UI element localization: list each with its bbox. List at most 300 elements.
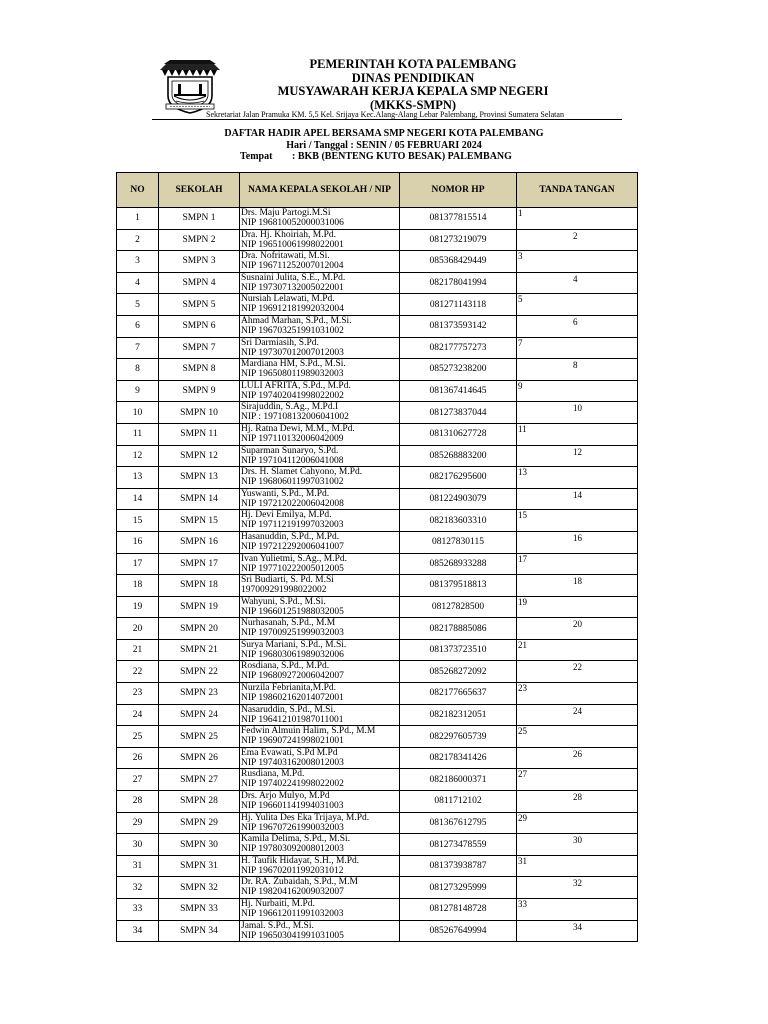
phone-number: 082178041994 [400,272,517,294]
principal-nip: NIP 197009251999032003 [241,628,344,639]
principal-name: Surya Mariani, S.Pd., M.Si. [241,639,347,650]
phone-number: 082176295600 [400,467,517,489]
principal-cell [240,423,400,445]
document-title [0,128,768,152]
row-number: 2 [117,229,159,251]
school-name: SMPN 17 [159,553,240,575]
principal-name: Nurhasanah, S.Pd., M.M [241,618,336,629]
principal-name: LULI AFRITA, S.Pd., M.Pd. [241,380,351,391]
row-number: 22 [117,661,159,683]
principal-name: H. Taufik Hidayat, S.H., M.Pd. [241,855,360,866]
phone-number: 082182312051 [400,704,517,726]
principal-nip: NIP 197803092008012003 [241,844,344,855]
place-label: Tempat [240,151,273,162]
principal-cell [240,380,400,402]
principal-nip: NIP 197112191997032003 [241,520,344,531]
signature-cell[interactable] [517,899,638,921]
phone-number: 085368429449 [400,251,517,273]
signature-number: 33 [518,899,527,909]
signature-number: 23 [518,683,527,694]
signature-cell[interactable] [517,553,638,575]
principal-cell [240,704,400,726]
table-row [117,423,638,445]
table-row [117,726,638,748]
school-name: SMPN 14 [159,488,240,510]
principal-nip: NIP 198602162014072001 [241,693,344,704]
row-number: 3 [117,251,159,273]
row-number: 15 [117,510,159,532]
signature-number: 28 [573,792,582,803]
row-number: 18 [117,575,159,597]
principal-nip: NIP 197110132006042009 [241,433,344,444]
school-name: SMPN 9 [159,380,240,402]
school-name: SMPN 31 [159,855,240,877]
phone-number: 085273238200 [400,359,517,381]
principal-cell [240,315,400,337]
phone-number: 081310627728 [400,423,517,445]
letterhead-government: PEMERINTAH KOTA PALEMBANG [309,57,517,71]
phone-number: 081278148728 [400,899,517,921]
principal-name: Ahmad Marhan, S.Pd., M.Si. [241,315,352,326]
signature-cell[interactable] [517,920,638,942]
signature-cell[interactable] [517,834,638,856]
principal-nip: 197009291998022002 [241,585,327,596]
table-row [117,575,638,597]
letterhead-abbreviation: (MKKS-SMPN) [369,97,457,112]
principal-name: Suparman Sunaryo, S.Pd. [241,445,339,456]
table-row [117,488,638,510]
signature-cell[interactable] [517,747,638,769]
row-number: 1 [117,208,159,230]
table-row [117,445,638,467]
signature-number: 9 [518,380,523,391]
school-name: SMPN 33 [159,899,240,921]
letterhead-text [262,58,564,112]
table-row [117,380,638,402]
school-name: SMPN 23 [159,683,240,705]
principal-cell [240,726,400,748]
signature-cell[interactable] [517,229,638,251]
phone-number: 081379518813 [400,575,517,597]
row-number: 27 [117,769,159,791]
school-name: SMPN 30 [159,834,240,856]
signature-cell[interactable] [517,812,638,834]
principal-name: Hj. Yulita Des Eka Trijaya, M.Pd. [241,812,370,823]
signature-cell[interactable] [517,683,638,705]
signature-number: 19 [518,596,527,607]
principal-cell [240,834,400,856]
principal-nip: NIP : 197108132006041002 [241,412,349,423]
table-row [117,704,638,726]
signature-cell[interactable] [517,704,638,726]
row-number: 26 [117,747,159,769]
phone-number: 082178885086 [400,618,517,640]
principal-name: Drs. H. Slamet Cahyono, M.Pd. [241,467,363,478]
phone-number: 081224903079 [400,488,517,510]
principal-name: Jamal. S.Pd., M.Si. [241,920,314,931]
table-row [117,531,638,553]
signature-cell[interactable] [517,575,638,597]
phone-number: 085268272092 [400,661,517,683]
signature-number: 1 [518,208,523,218]
palembang-city-crest-icon [158,60,222,114]
school-name: SMPN 15 [159,510,240,532]
table-row [117,747,638,769]
school-name: SMPN 8 [159,359,240,381]
row-number: 21 [117,639,159,661]
school-name: SMPN 2 [159,229,240,251]
phone-number: 081367414645 [400,380,517,402]
school-name: SMPN 4 [159,272,240,294]
principal-cell [240,337,400,359]
principal-name: Sri Darmiasih, S.Pd. [241,337,319,348]
row-number: 23 [117,683,159,705]
school-name: SMPN 27 [159,769,240,791]
principal-cell [240,488,400,510]
signature-cell[interactable] [517,639,638,661]
signature-cell[interactable] [517,359,638,381]
row-number: 13 [117,467,159,489]
signature-cell[interactable] [517,423,638,445]
phone-number: 08127830115 [400,531,517,553]
row-number: 20 [117,618,159,640]
signature-cell[interactable] [517,661,638,683]
signature-number: 20 [573,619,582,630]
phone-number: 082297605739 [400,726,517,748]
school-name: SMPN 34 [159,920,240,942]
signature-cell[interactable] [517,208,638,230]
principal-nip: NIP 197307132005022001 [241,282,344,293]
principal-cell [240,467,400,489]
signature-number: 2 [573,230,578,241]
school-name: SMPN 3 [159,251,240,273]
table-row [117,294,638,316]
principal-name: Hasanuddin, S.Pd., M.Pd. [241,531,340,542]
principal-cell [240,553,400,575]
signature-number: 8 [573,360,578,371]
principal-cell [240,920,400,942]
phone-number: 0811712102 [400,791,517,813]
table-row [117,467,638,489]
signature-number: 5 [518,294,523,305]
signature-number: 24 [573,705,582,716]
letterhead-address: Sekretariat Jalan Pramuka KM. 5,5 Kel. Srijaya Kec.Alang-Alang Lebar Palembang, Provinsi Sumatera Selatan [206,110,564,119]
principal-name: Dra. Hj. Khoiriah, M.Pd. [241,229,336,240]
table-row [117,920,638,942]
principal-nip: NIP 196702011992031012 [241,865,344,876]
table-row [117,510,638,532]
row-number: 31 [117,855,159,877]
signature-number: 11 [518,423,527,434]
signature-number: 3 [518,251,523,262]
table-row [117,315,638,337]
school-name: SMPN 12 [159,445,240,467]
table-row [117,639,638,661]
principal-cell [240,855,400,877]
signature-cell[interactable] [517,726,638,748]
principal-cell [240,445,400,467]
principal-name: Hj. Nurbaiti, M.Pd. [241,899,315,909]
principal-cell [240,208,400,230]
row-number: 29 [117,812,159,834]
phone-number: 082177757273 [400,337,517,359]
table-header-row [117,173,638,208]
principal-nip: NIP 196510061998022001 [241,239,344,250]
principal-nip: NIP 197212022006042008 [241,498,344,509]
principal-nip: NIP 196412101987011001 [241,714,344,725]
row-number: 30 [117,834,159,856]
principal-name: Rosdiana, S.Pd., M.Pd. [241,661,330,672]
principal-nip: NIP 196912181992032004 [241,304,344,315]
signature-number: 21 [518,639,527,650]
principal-nip: NIP 197212292006041007 [241,541,344,552]
principal-nip: NIP 196508011989032003 [241,369,344,380]
principal-nip: NIP 196601251988032005 [241,606,344,617]
principal-cell [240,812,400,834]
phone-number: 081273295999 [400,877,517,899]
signature-cell[interactable] [517,618,638,640]
principal-nip: NIP 196503041991031005 [241,930,344,941]
school-name: SMPN 29 [159,812,240,834]
signature-cell[interactable] [517,791,638,813]
principal-name: Ema Evawati, S.Pd M.Pd [241,747,338,758]
school-name: SMPN 10 [159,402,240,424]
principal-name: Drs. Maju Partogi.M.Si [241,208,331,218]
principal-cell [240,683,400,705]
principal-name: Dr. RA. Zubaidah, S.Pd., M.M [241,877,358,888]
phone-number: 081273219079 [400,229,517,251]
table-row [117,251,638,273]
signature-number: 16 [573,532,582,543]
row-number: 28 [117,791,159,813]
column-header-signature: TANDA TANGAN [517,173,638,208]
principal-cell [240,596,400,618]
table-row [117,791,638,813]
row-number: 32 [117,877,159,899]
column-header-phone: NOMOR HP [400,173,517,208]
school-name: SMPN 20 [159,618,240,640]
column-header-school: SEKOLAH [159,173,240,208]
principal-name: Yuswanti, S.Pd., M.Pd. [241,488,330,499]
principal-cell [240,251,400,273]
principal-name: Nasaruddin, S.Pd., M.Si. [241,704,336,715]
principal-cell [240,661,400,683]
school-name: SMPN 25 [159,726,240,748]
school-name: SMPN 11 [159,423,240,445]
signature-cell[interactable] [517,877,638,899]
row-number: 10 [117,402,159,424]
date-line: Hari / Tanggal : SENIN / 05 FEBRUARI 2024 [286,140,482,151]
row-number: 17 [117,553,159,575]
principal-nip: NIP 196810052000031006 [241,218,344,228]
signature-number: 13 [518,467,527,478]
attendance-table [116,172,638,942]
phone-number: 081271143118 [400,294,517,316]
table-row [117,899,638,921]
table-body [117,208,638,942]
school-name: SMPN 24 [159,704,240,726]
principal-nip: NIP 197710222005012005 [241,563,344,574]
signature-cell[interactable] [517,488,638,510]
letterhead-organization: MUSYAWARAH KERJA KEPALA SMP NEGERI [277,84,549,98]
signature-number: 17 [518,553,527,564]
row-number: 12 [117,445,159,467]
signature-number: 10 [573,403,582,414]
principal-name: Hj. Devi Emilya, M.Pd. [241,510,332,521]
principal-nip: NIP 197402241998022002 [241,779,344,790]
principal-name: Nursiah Lelawati, M.Pd. [241,294,335,305]
phone-number: 082186000371 [400,769,517,791]
principal-cell [240,229,400,251]
principal-cell [240,877,400,899]
signature-cell[interactable] [517,769,638,791]
principal-nip: NIP 196711252007012004 [241,261,344,272]
principal-cell [240,510,400,532]
table-row [117,229,638,251]
row-number: 4 [117,272,159,294]
signature-cell[interactable] [517,402,638,424]
principal-name: Hj. Ratna Dewi, M.M., M.Pd. [241,423,355,434]
phone-number: 081373938787 [400,855,517,877]
signature-cell[interactable] [517,272,638,294]
school-name: SMPN 18 [159,575,240,597]
row-number: 6 [117,315,159,337]
principal-cell [240,531,400,553]
signature-cell[interactable] [517,531,638,553]
principal-cell [240,791,400,813]
row-number: 24 [117,704,159,726]
principal-name: Kamila Delima, S.Pd., M.Si. [241,834,350,845]
school-name: SMPN 5 [159,294,240,316]
table-row [117,359,638,381]
principal-nip: NIP 196809272006042007 [241,671,344,682]
table-row [117,337,638,359]
school-name: SMPN 28 [159,791,240,813]
principal-nip: NIP 198204162009032007 [241,887,344,898]
school-name: SMPN 16 [159,531,240,553]
principal-cell [240,769,400,791]
phone-number: 081373723510 [400,639,517,661]
principal-cell [240,639,400,661]
signature-cell[interactable] [517,467,638,489]
row-number: 7 [117,337,159,359]
principal-name: Dra. Nofritawati, M.Si. [241,251,330,262]
signature-number: 6 [573,316,578,327]
phone-number: 085267649994 [400,920,517,942]
row-number: 25 [117,726,159,748]
phone-number: 081373593142 [400,315,517,337]
principal-cell [240,402,400,424]
signature-number: 26 [573,748,582,759]
signature-number: 27 [518,769,527,780]
school-name: SMPN 7 [159,337,240,359]
row-number: 9 [117,380,159,402]
school-name: SMPN 21 [159,639,240,661]
principal-cell [240,272,400,294]
principal-name: Sirajuddin, S.Ag., M.Pd.I [241,402,339,413]
place-value: : BKB (BENTENG KUTO BESAK) PALEMBANG [292,151,512,162]
row-number: 11 [117,423,159,445]
principal-name: Fedwin Almuin Halim, S.Pd., M.M [241,726,376,737]
table-row [117,553,638,575]
principal-name: Mardiana HM, S.Pd., M.Si. [241,359,346,370]
signature-cell[interactable] [517,855,638,877]
column-header-no: NO [117,173,159,208]
phone-number: 082183603310 [400,510,517,532]
principal-cell [240,899,400,921]
principal-name: Drs. Arjo Mulyo, M.Pd [241,791,330,802]
principal-nip: NIP 197307012007012003 [241,347,344,358]
principal-nip: NIP 196703251991031002 [241,325,344,336]
principal-cell [240,359,400,381]
principal-nip: NIP 196601141994031003 [241,801,344,812]
signature-number: 34 [573,921,582,932]
signature-number: 29 [518,812,527,823]
table-row [117,661,638,683]
signature-cell[interactable] [517,596,638,618]
principal-nip: NIP 197403162008012003 [241,757,344,768]
letterhead-department: DINAS PENDIDIKAN [351,70,475,85]
phone-number: 081377815514 [400,208,517,230]
table-row [117,402,638,424]
signature-cell[interactable] [517,510,638,532]
phone-number: 081273478559 [400,834,517,856]
school-name: SMPN 19 [159,596,240,618]
principal-nip: NIP 196803061989032006 [241,649,344,660]
row-number: 14 [117,488,159,510]
signature-number: 12 [573,446,582,457]
school-name: SMPN 26 [159,747,240,769]
letterhead-divider [152,119,622,120]
principal-nip: NIP 197104112006041008 [241,455,344,466]
school-name: SMPN 32 [159,877,240,899]
signature-cell[interactable] [517,294,638,316]
signature-number: 22 [573,662,582,673]
phone-number: 085268883200 [400,445,517,467]
signature-cell[interactable] [517,380,638,402]
school-name: SMPN 13 [159,467,240,489]
school-name: SMPN 1 [159,208,240,230]
row-number: 34 [117,920,159,942]
principal-name: Nurzila Febrianita,M.Pd. [241,683,336,694]
row-number: 19 [117,596,159,618]
table-row [117,812,638,834]
principal-nip: NIP 196907241998021001 [241,736,344,747]
signature-cell[interactable] [517,337,638,359]
phone-number: 081367612795 [400,812,517,834]
column-header-name: NAMA KEPALA SEKOLAH / NIP [240,173,400,208]
table-row [117,683,638,705]
table-row [117,618,638,640]
phone-number: 082178341426 [400,747,517,769]
principal-nip: NIP 197402041998022002 [241,390,344,401]
signature-number: 15 [518,510,527,521]
signature-number: 25 [518,726,527,737]
signature-number: 7 [518,337,523,348]
table-row [117,208,638,230]
signature-cell[interactable] [517,251,638,273]
school-name: SMPN 22 [159,661,240,683]
school-name: SMPN 6 [159,315,240,337]
signature-number: 18 [573,576,582,587]
signature-number: 32 [573,878,582,889]
signature-number: 14 [573,489,582,500]
principal-name: Wahyuni, S.Pd., M.Si. [241,596,326,607]
signature-cell[interactable] [517,315,638,337]
principal-name: Ivan Yulietmi, S.Ag., M.Pd. [241,553,347,564]
place-line [240,151,512,162]
signature-cell[interactable] [517,445,638,467]
